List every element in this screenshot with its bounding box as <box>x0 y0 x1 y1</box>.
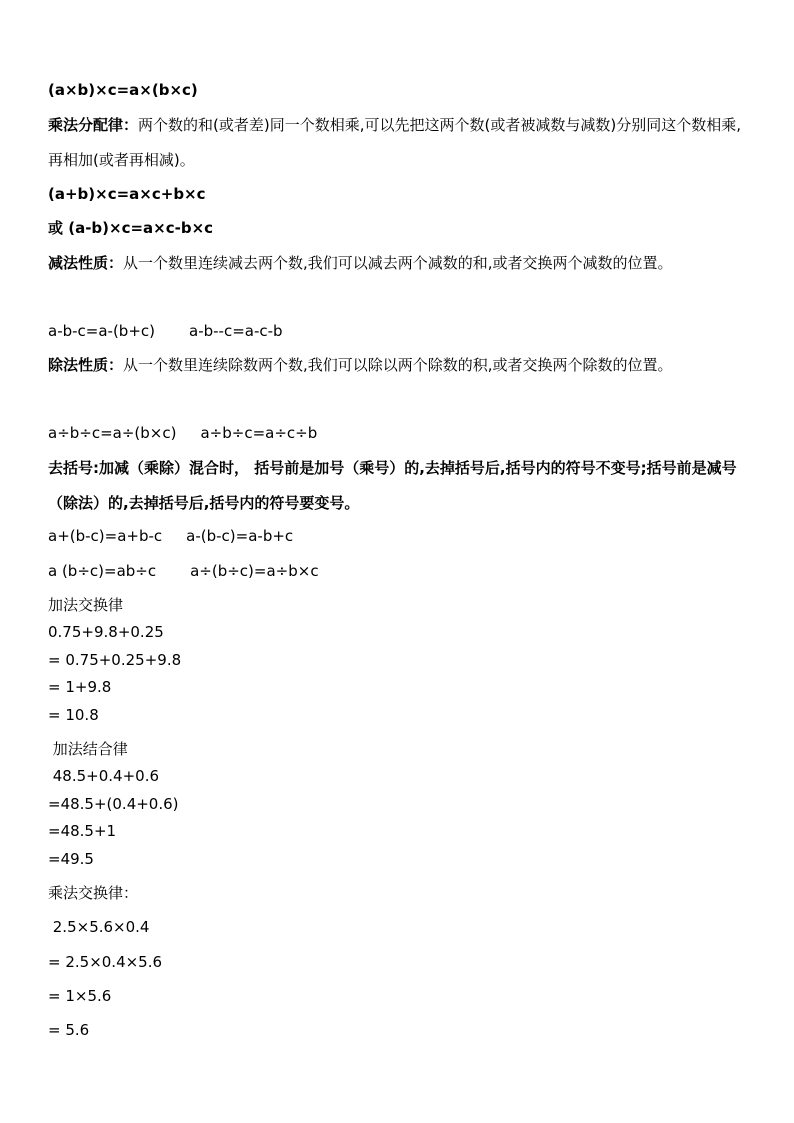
example-step: =49.5 <box>48 850 94 868</box>
example-step: 0.75+9.8+0.25 <box>48 623 164 641</box>
example-title-mul-commutative: 乘法交换律： <box>48 884 139 902</box>
formula-bracket-mul-div <box>48 561 319 581</box>
example-step: = 2.5×0.4×5.6 <box>48 953 163 971</box>
rule-div-property <box>48 348 748 383</box>
rule-label: 乘法分配律： <box>48 116 139 134</box>
formula-left: a÷b÷c=a÷(b×c) <box>48 424 177 442</box>
rule-mul-distributive <box>48 108 748 178</box>
formula-mul-associative: (a×b)×c=a×(b×c) <box>48 81 198 99</box>
formula-right: a-b--c=a-c-b <box>189 322 283 340</box>
example-step: = 1+9.8 <box>48 678 112 696</box>
example-step: = 1×5.6 <box>48 987 112 1005</box>
example-step: = 10.8 <box>48 706 99 724</box>
example-title-add-commutative: 加法交换律 <box>48 596 124 614</box>
formula-left: a-b-c=a-(b+c) <box>48 322 155 340</box>
example-step: =48.5+1 <box>48 822 117 840</box>
example-step: =48.5+(0.4+0.6) <box>48 795 179 813</box>
formula-bracket-add-sub <box>48 526 293 546</box>
formula-left: a+(b-c)=a+b-c <box>48 527 163 545</box>
example-step: 48.5+0.4+0.6 <box>48 767 160 785</box>
formula-right: a÷(b÷c)=a÷b×c <box>190 562 319 580</box>
formula-sub-property <box>48 321 283 341</box>
rule-remove-brackets: 去括号:加减（乘除）混合时， 括号前是加号（乘号）的,去掉括号后,括号内的符号不变号;括号前是减号（除法）的,去掉括号后,括号内的符号要变号。 <box>48 459 737 512</box>
rule-text: 从一个数里连续减去两个数,我们可以减去两个减数的和,或者交换两个减数的位置。 <box>123 254 673 272</box>
example-title-add-associative: 加法结合律 <box>48 740 128 758</box>
formula-mul-distributive-add: (a+b)×c=a×c+b×c <box>48 185 206 203</box>
formula-right: a-(b-c)=a-b+c <box>186 527 294 545</box>
formula-div-property <box>48 423 317 443</box>
example-step: = 0.75+0.25+9.8 <box>48 651 182 669</box>
formula-right: a÷b÷c=a÷c÷b <box>200 424 318 442</box>
rule-label: 除法性质： <box>48 356 124 374</box>
example-step: 2.5×5.6×0.4 <box>48 918 150 936</box>
rule-text: 两个数的和(或者差)同一个数相乘,可以先把这两个数(或者被减数与减数)分别同这个数相乘,再相加(或者再相减)。 <box>48 116 741 169</box>
example-step: = 5.6 <box>48 1021 90 1039</box>
rule-sub-property <box>48 246 748 281</box>
formula-mul-distributive-sub: 或 (a-b)×c=a×c-b×c <box>48 219 214 237</box>
rule-label: 减法性质： <box>48 254 124 272</box>
formula-left: a (b÷c)=ab÷c <box>48 562 157 580</box>
rule-text: 从一个数里连续除数两个数,我们可以除以两个除数的积,或者交换两个除数的位置。 <box>123 356 673 374</box>
